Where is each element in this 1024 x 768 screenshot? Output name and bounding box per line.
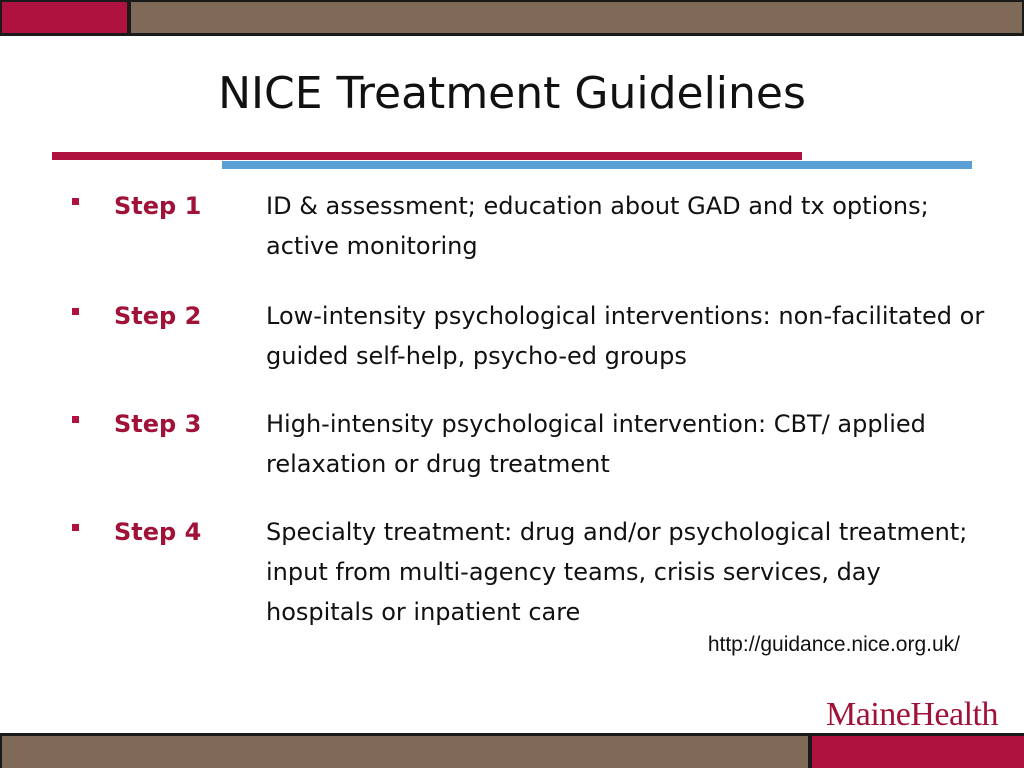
square-bullet-icon: [72, 416, 79, 423]
top-header-bar: [0, 0, 1024, 36]
source-url: http://guidance.nice.org.uk/: [707, 633, 960, 656]
step-description: ID & assessment; education about GAD and tx options; active monitoring: [266, 192, 929, 260]
step-label: Step 3: [114, 410, 202, 438]
mainehealth-logo: MaineHealth: [826, 696, 998, 733]
list-item-step-2: [0, 296, 1024, 404]
step-label: Step 1: [114, 192, 202, 220]
step-label: Step 4: [114, 518, 202, 546]
list-item-step-1: [0, 186, 1024, 296]
square-bullet-icon: [72, 308, 79, 315]
footer-red-block: [812, 736, 1024, 768]
step-description: Specialty treatment: drug and/or psychological treatment; input from multi-agency teams, crisis services, day hospitals or inpatient care: [266, 518, 968, 626]
header-brown-block: [131, 2, 1022, 33]
square-bullet-icon: [72, 198, 79, 205]
list-item-step-4: [0, 512, 1024, 632]
step-list: [0, 186, 1024, 632]
bottom-footer-bar: [0, 733, 1024, 768]
title-underline-red: [52, 152, 802, 160]
step-description: Low-intensity psychological interventions: non-facilitated or guided self-help, psycho-ed groups: [266, 302, 985, 370]
step-label: Step 2: [114, 302, 202, 330]
footer-brown-block: [2, 736, 808, 768]
slide-title: NICE Treatment Guidelines: [218, 68, 806, 119]
header-red-block: [2, 2, 127, 33]
step-description: High-intensity psychological intervention: CBT/ applied relaxation or drug treatment: [266, 410, 926, 478]
list-item-step-3: [0, 404, 1024, 512]
title-underline-blue: [222, 161, 972, 169]
square-bullet-icon: [72, 524, 79, 531]
